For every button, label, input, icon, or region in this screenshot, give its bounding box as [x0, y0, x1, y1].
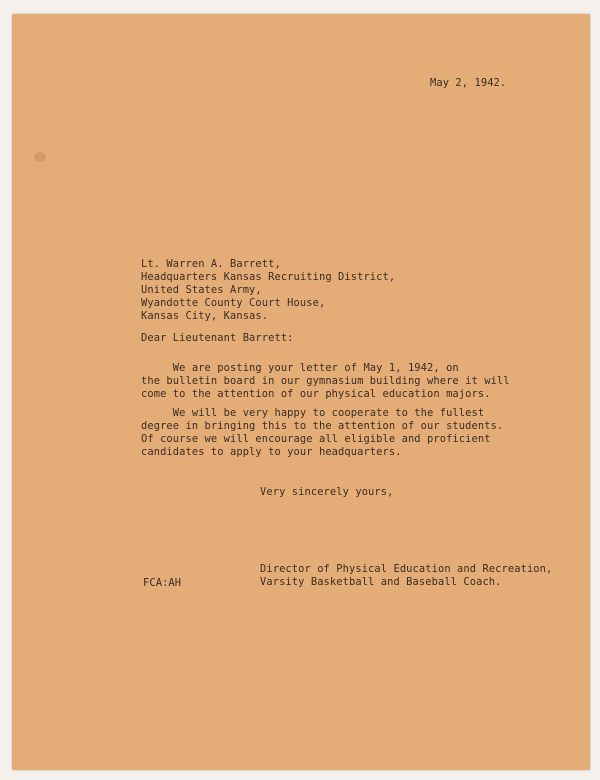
letter-date: May 2, 1942. — [430, 77, 507, 89]
paragraph-line: We will be very happy to cooperate to the fullest — [141, 407, 485, 419]
address-line: United States Army, — [141, 284, 262, 296]
closing: Very sincerely yours, — [260, 486, 394, 498]
address-line: Wyandotte County Court House, — [141, 297, 326, 309]
typist-initials: FCA:AH — [143, 577, 182, 589]
paragraph-line: Of course we will encourage all eligible and proficient — [141, 433, 491, 445]
address-line: Headquarters Kansas Recruiting District, — [141, 271, 396, 283]
paragraph-line: come to the attention of our physical education majors. — [141, 388, 491, 400]
letter-page — [12, 14, 590, 770]
salutation: Dear Lieutenant Barrett: — [141, 332, 294, 344]
recipient-address — [141, 258, 395, 323]
signature-block — [260, 563, 552, 589]
paragraph-line: We are posting your letter of May 1, 1942, on — [141, 362, 459, 374]
paragraph-line: candidates to apply to your headquarters. — [141, 446, 402, 458]
paragraph-line: degree in bringing this to the attention of our students. — [141, 420, 504, 432]
signature-title-line: Director of Physical Education and Recreation, — [260, 563, 553, 575]
paper-smudge — [34, 152, 46, 162]
address-line: Kansas City, Kansas. — [141, 310, 269, 322]
signature-title-line: Varsity Basketball and Baseball Coach. — [260, 576, 502, 588]
address-line: Lt. Warren A. Barrett, — [141, 258, 281, 270]
body-paragraph-2 — [141, 407, 503, 459]
paragraph-line: the bulletin board in our gymnasium building where it will — [141, 375, 510, 387]
body-paragraph-1 — [141, 362, 510, 401]
